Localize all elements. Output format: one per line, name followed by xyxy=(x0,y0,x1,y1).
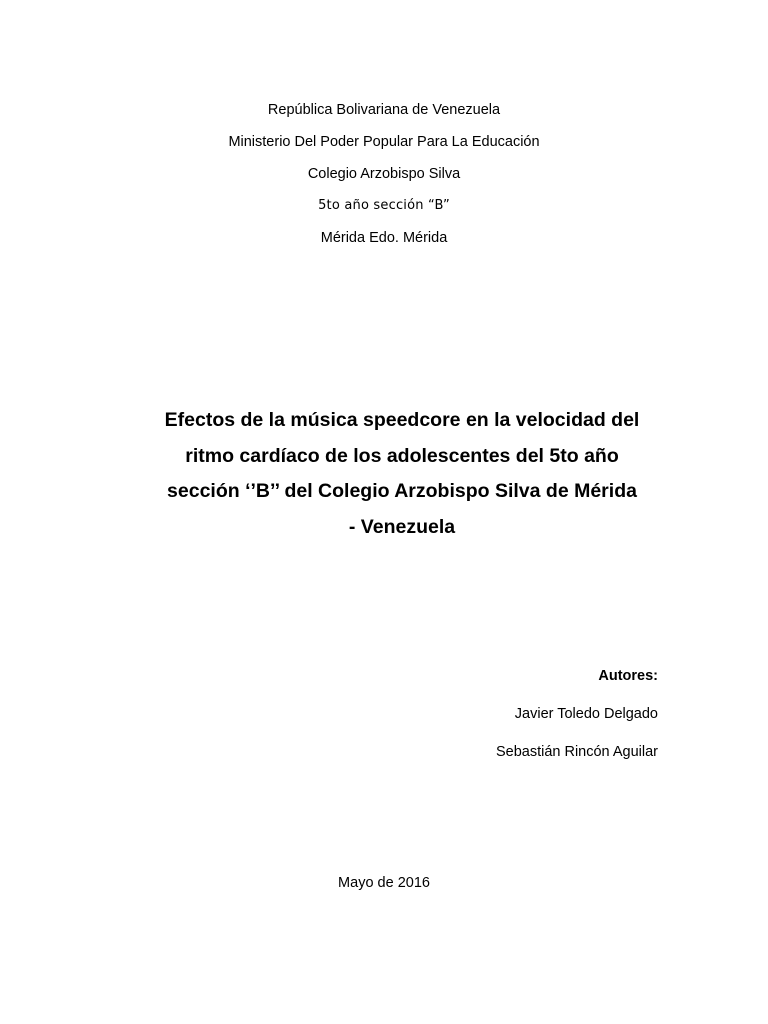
document-date: Mayo de 2016 xyxy=(338,875,430,891)
title-line-4: - Venezuela xyxy=(348,515,456,538)
author-name-2: Sebastián Rincón Aguilar xyxy=(495,744,658,760)
title-line-3: sección ‘’B’’ del Colegio Arzobispo Silva de Mérida xyxy=(167,480,637,502)
authors-label: Autores: xyxy=(598,668,658,684)
header-country: República Bolivariana de Venezuela xyxy=(267,102,501,118)
document-title xyxy=(140,403,664,545)
header-ministry: Ministerio Del Poder Popular Para La Educación xyxy=(228,134,540,150)
title-line-1: Efectos de la música speedcore en la velocidad del xyxy=(164,409,640,431)
author-name-1: Javier Toledo Delgado xyxy=(514,706,658,722)
header-school: Colegio Arzobispo Silva xyxy=(307,166,461,182)
header-location: Mérida Edo. Mérida xyxy=(320,230,448,246)
title-line-2: ritmo cardíaco de los adolescentes del 5to año xyxy=(185,444,619,467)
header-section: 5to año sección “B” xyxy=(318,198,450,213)
